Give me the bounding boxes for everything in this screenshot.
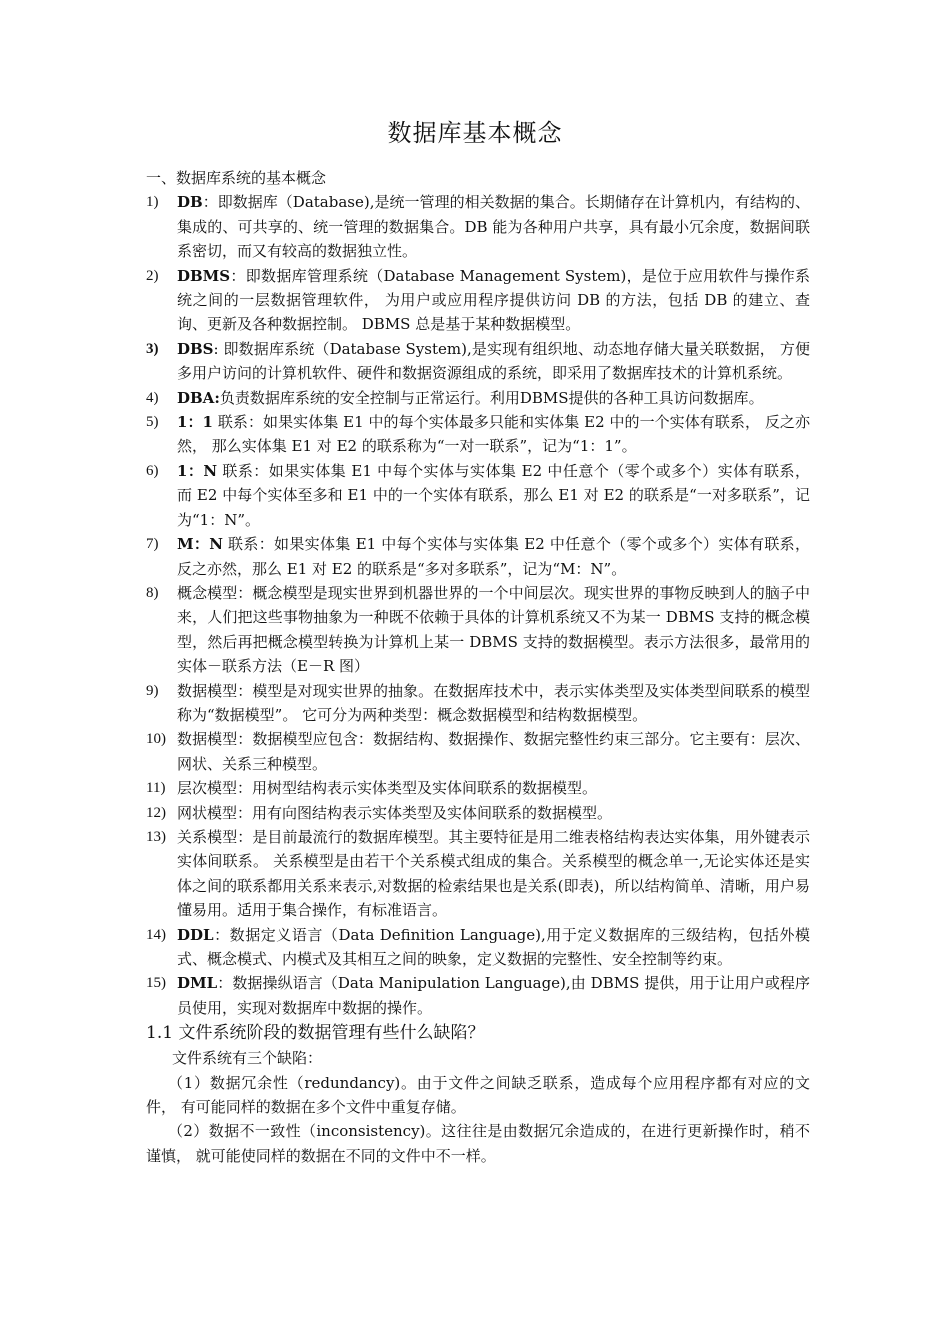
item-number: 9)	[146, 682, 159, 699]
item-text: 概念模型：概念模型是现实世界到机器世界的一个中间层次。现实世界的事物反映到人的脑子中来，人们把这些事物抽象为一种既不依赖于具体的计算机系统又不为某一 DBMS 支持的概念模型，然后再把概念模型转换为计算机上某一 DBMS 支持的数据模型。表示方法很多，最常用的实体－联系方法（E－R 图）	[177, 583, 810, 676]
item-text: : 即数据库系统（Database System),是实现有组织地、动态地存储大量关联数据， 方便多用户访问的计算机软件、硬件和数据资源组成的系统，即采用了数据库技术的计算机系统。	[177, 339, 810, 383]
list-item	[146, 825, 810, 923]
item-term: DBS	[177, 339, 214, 358]
item-term: 1：1	[177, 413, 213, 432]
item-text: ：数据定义语言（Data Definition Language),用于定义数据库的三级结构，包括外模式、概念模式、内模式及其相互之间的映象，定义数据的完整性、安全控制等约束。	[177, 925, 810, 968]
page-title: 数据库基本概念	[387, 119, 563, 147]
item-term: DBMS	[177, 266, 231, 285]
item-number: 15)	[146, 975, 166, 992]
item-number: 12)	[146, 804, 166, 821]
item-text: ：即数据库（Database),是统一管理的相关数据的集合。长期储存在计算机内，有结构的、集成的、可共享的、统一管理的数据集合。DB 能为各种用户共享，具有最小冗余度，数据间联系密切，而又有较高的数据独立性。	[177, 193, 810, 261]
item-term: M：N	[177, 535, 223, 554]
list-item	[146, 264, 810, 337]
list-item	[146, 532, 810, 581]
question-heading: 1.1 文件系统阶段的数据管理有些什么缺陷？	[146, 1023, 485, 1044]
item-term: DBA:	[177, 388, 220, 407]
list-item	[146, 923, 810, 972]
question-paragraph-1: （1）数据冗余性（redundancy)。由于文件之间缺乏联系，造成每个应用程序都有对应的文件， 有可能同样的数据在多个文件中重复存储。	[146, 1073, 810, 1117]
list-item	[146, 679, 810, 728]
list-item	[146, 190, 810, 263]
item-term: DB	[177, 193, 203, 212]
item-text: 数据模型：模型是对现实世界的抽象。在数据库技术中，表示实体类型及实体类型间联系的模型称为“数据模型”。 它可分为两种类型：概念数据模型和结构数据模型。	[177, 681, 810, 724]
item-term: DML	[177, 974, 218, 993]
item-number: 2)	[146, 267, 159, 284]
item-text: 关系模型：是目前最流行的数据库模型。其主要特征是用二维表格结构表达实体集，用外键表示实体间联系。 关系模型是由若干个关系模式组成的集合。关系模型的概念单一,无论实体还是实体之间的联系都用关系来表示,对数据的检索结果也是关系(即表)，所以结构简单、清晰，用户易懂易用。适用于集合操作，有标准语言。	[177, 827, 810, 920]
item-number: 11)	[146, 780, 166, 797]
item-number: 3)	[146, 340, 159, 357]
list-item	[146, 459, 810, 532]
item-text: 联系：如果实体集 E1 中每个实体与实体集 E2 中任意个（零个或多个）实体有联系， 反之亦然，那么 E1 对 E2 的联系是“多对多联系”，记为“M：N”。	[177, 535, 810, 578]
item-text: 负责数据库系统的安全控制与正常运行。利用DBMS提供的各种工具访问数据库。	[219, 388, 764, 407]
document-body	[146, 166, 810, 1168]
list-item	[146, 801, 810, 825]
item-number: 7)	[146, 536, 159, 553]
item-number: 5)	[146, 414, 159, 431]
item-text: 联系：如果实体集 E1 中每个实体与实体集 E2 中任意个（零个或多个）实体有联系， 而 E2 中每个实体至多和 E1 中的一个实体有联系，那么 E1 对 E2 的联系是“一对多联系”，记为“1：N”。	[177, 461, 810, 529]
item-text: ：即数据库管理系统（Database Management System)，是位于应用软件与操作系统之间的一层数据管理软件， 为用户或应用程序提供访问 DB 的方法，包括 DB 的建立、查询、更新及各种数据控制。 DBMS 总是基于某种数据模型。	[177, 266, 810, 334]
question-intro: 文件系统有三个缺陷：	[172, 1049, 323, 1068]
list-item	[146, 581, 810, 679]
item-text: 数据模型：数据模型应包含：数据结构、数据操作、数据完整性约束三部分。它主要有：层次、网状、关系三种模型。	[177, 730, 810, 773]
item-number: 6)	[146, 462, 159, 479]
item-number: 8)	[146, 584, 159, 601]
question-paragraph-2: （2）数据不一致性（inconsistency)。这往往是由数据冗余造成的，在进行更新操作时，稍不谨慎， 就可能使同样的数据在不同的文件中不一样。	[146, 1122, 810, 1165]
item-term: DDL	[177, 925, 214, 944]
item-number: 4)	[146, 389, 159, 406]
list-item	[146, 386, 810, 410]
item-text: ：数据操纵语言（Data Manipulation Language),由 DBMS 提供，用于让用户或程序员使用，实现对数据库中数据的操作。	[177, 974, 810, 1017]
list-item	[146, 776, 810, 800]
item-text: 层次模型：用树型结构表示实体类型及实体间联系的数据模型。	[177, 779, 598, 798]
list-item	[146, 337, 810, 386]
item-text: 联系：如果实体集 E1 中的每个实体最多只能和实体集 E2 中的一个实体有联系， 反之亦然， 那么实体集 E1 对 E2 的联系称为“一对一联系”，记为“1：1”。	[177, 413, 810, 456]
item-number: 10)	[146, 731, 166, 748]
item-number: 14)	[146, 926, 166, 943]
list-item	[146, 971, 810, 1020]
item-number: 13)	[146, 828, 166, 845]
concept-list	[146, 190, 810, 1020]
item-term: 1：N	[177, 461, 218, 480]
list-item	[146, 727, 810, 776]
list-item	[146, 410, 810, 459]
item-number: 1)	[146, 194, 159, 211]
section-heading: 一、数据库系统的基本概念	[146, 169, 327, 187]
item-text: 网状模型：用有向图结构表示实体类型及实体间联系的数据模型。	[177, 803, 613, 822]
